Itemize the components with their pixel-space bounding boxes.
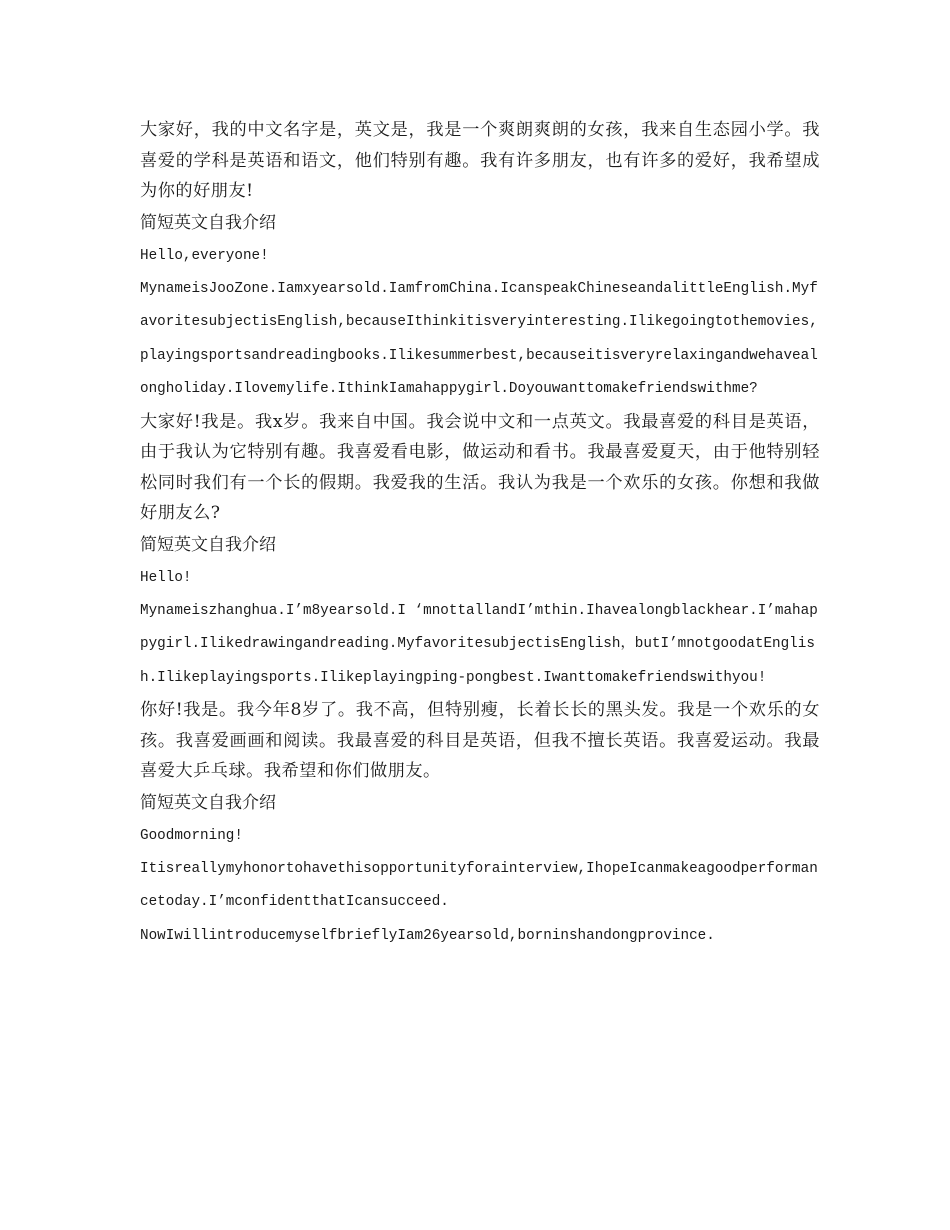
section-heading: 简短英文自我介绍 bbox=[140, 534, 276, 555]
english-greeting: Hello,everyone! bbox=[140, 247, 269, 264]
english-intro-paragraph: MynameisJooZone.Iamxyearsold.IamfromChina.IcanspeakChineseandalittleEnglish.MyfavoritesubjectisEnglish,becauseIthinkitisveryinteresting.Ilikegoingtothemovies,playingsportsandreadingbooks.Ilikesummerbest,becauseitisveryrelaxingandwehavealongholiday.Ilovemylife.IthinkIamahappygirl.Doyouwanttomakefriendswithme? bbox=[140, 280, 818, 398]
chinese-intro-paragraph: 大家好，我的中文名字是，英文是，我是一个爽朗爽朗的女孩，我来自生态园小学。我喜爱的学科是英语和语文，他们特别有趣。我有许多朋友，也有许多的爱好，我希望成为你的好朋友! bbox=[140, 120, 820, 201]
english-intro-paragraph: Mynameiszhanghua.I’m8yearsold.I ‘mnottallandI’mthin.Ihavealongblackhear.I’mahappygirl.Ilikedrawingandreading.MyfavoritesubjectisEnglish，butI’mnotgoodatEnglish.Ilikeplayingsports.Ilikeplayingping-pongbest.Iwanttomakefriendswithyou! bbox=[140, 602, 818, 686]
english-intro-paragraph: Itisreallymyhonortohavethisopportunityforainterview,IhopeIcanmakeagoodperformancetoday.I’mconfidentthatIcansucceed. bbox=[140, 861, 818, 911]
english-intro-paragraph: NowIwillintroducemyselfbrieflyIam26yearsold,borninshandongprovince. bbox=[140, 927, 715, 944]
section-heading: 简短英文自我介绍 bbox=[140, 792, 276, 813]
chinese-translation-paragraph: 你好!我是。我今年8岁了。我不高，但特别瘦，长着长长的黑头发。我是一个欢乐的女孩。我喜爱画画和阅读。我最喜爱的科目是英语，但我不擅长英语。我喜爱运动。我最喜爱大乒乓球。我希望和你们做朋友。 bbox=[140, 700, 820, 782]
english-greeting: Hello! bbox=[140, 569, 192, 586]
document-page bbox=[140, 115, 820, 953]
chinese-translation-paragraph: 大家好!我是。我x岁。我来自中国。我会说中文和一点英文。我最喜爱的科目是英语，由于我认为它特别有趣。我喜爱看电影，做运动和看书。我最喜爱夏天，由于他特别轻松同时我们有一个长的假期。我爱我的生活。我认为我是一个欢乐的女孩。你想和我做好朋友么? bbox=[140, 411, 820, 524]
section-heading: 简短英文自我介绍 bbox=[140, 212, 276, 233]
english-greeting: Goodmorning! bbox=[140, 827, 243, 844]
